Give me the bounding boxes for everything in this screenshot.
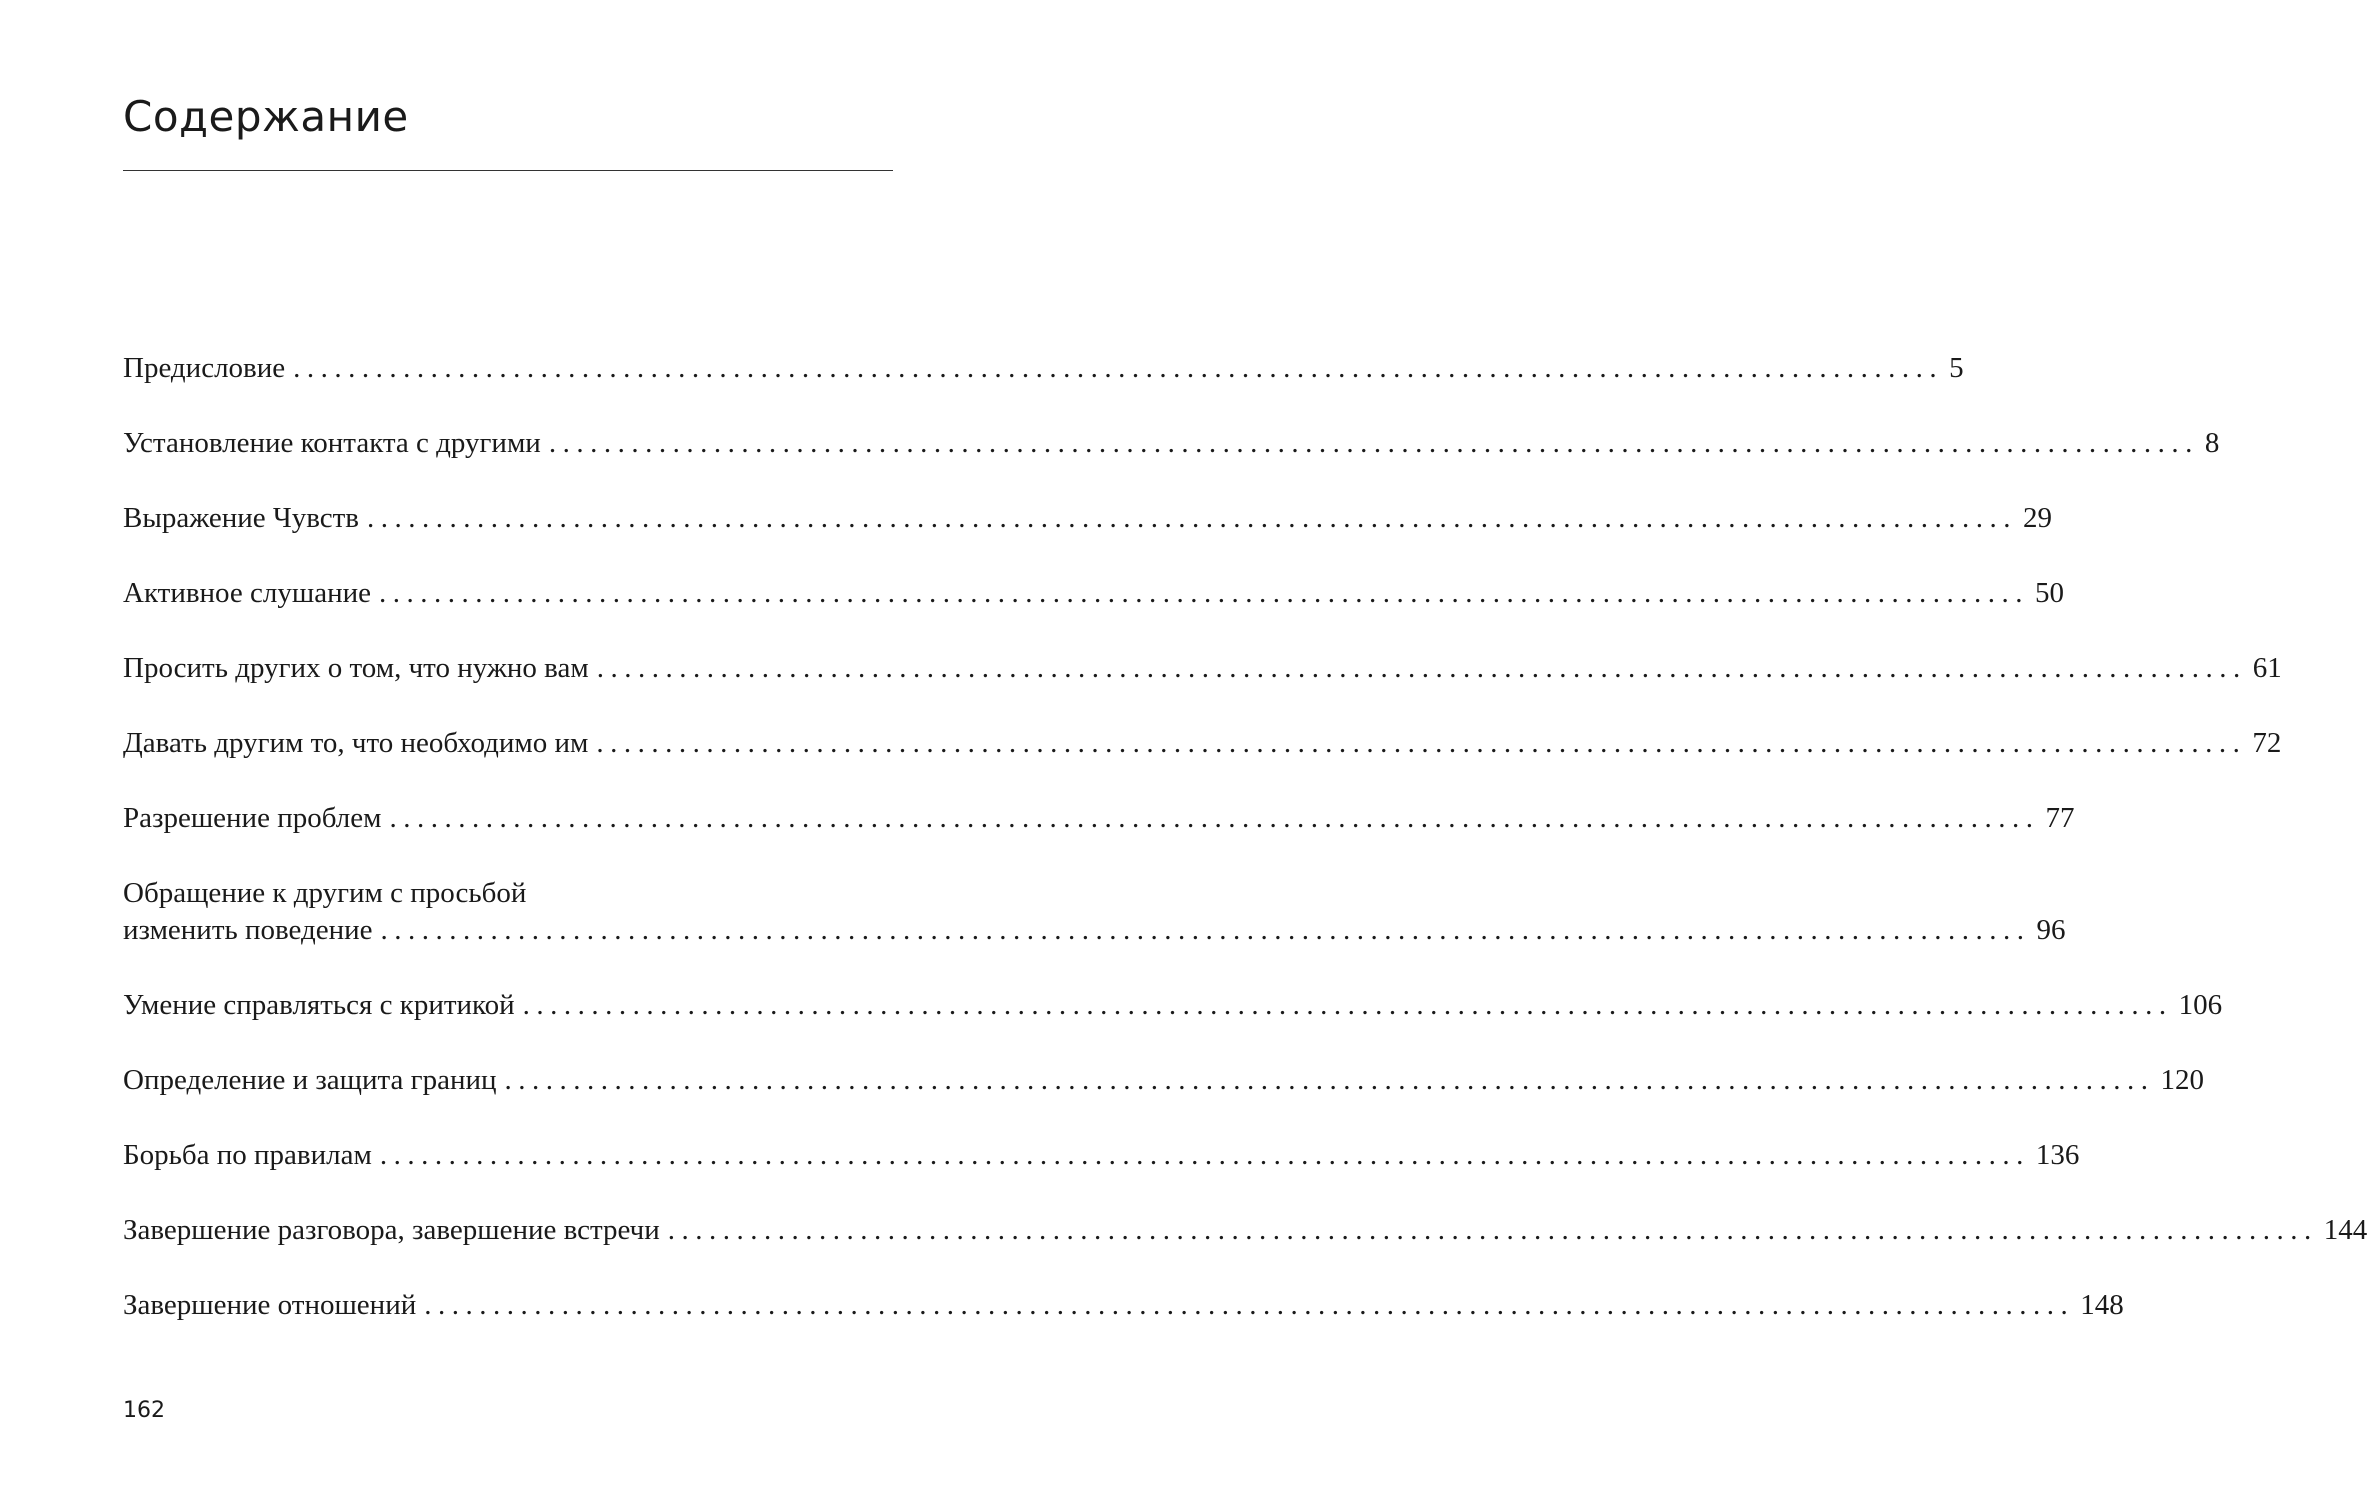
toc-entry-page: 72 bbox=[2252, 727, 2282, 759]
toc-entry-title: Активное слушание bbox=[123, 577, 371, 609]
toc-entry bbox=[123, 987, 2223, 1024]
dot-leader: ........................................................................................................................ bbox=[596, 727, 2247, 759]
dot-leader: ........................................................................................................................ bbox=[522, 989, 2173, 1021]
dot-leader: ........................................................................................................................ bbox=[293, 352, 1944, 384]
toc-entry-title: Умение справляться с критикой bbox=[123, 989, 515, 1021]
dot-leader: ........................................................................................................................ bbox=[424, 1289, 2075, 1321]
dot-leader: ........................................................................................................................ bbox=[548, 427, 2199, 459]
toc-entry-title: Борьба по правилам bbox=[123, 1139, 372, 1171]
toc-entry bbox=[123, 1287, 2124, 1324]
toc-entry-page: 77 bbox=[2045, 802, 2075, 834]
toc-entry-page: 136 bbox=[2035, 1139, 2080, 1171]
toc-entry-page: 5 bbox=[1949, 352, 1964, 384]
toc-entry-title: изменить поведение bbox=[123, 914, 373, 946]
dot-leader: ........................................................................................................................ bbox=[667, 1214, 2318, 1246]
dot-leader: ........................................................................................................................ bbox=[379, 577, 2029, 609]
page-number: 162 bbox=[123, 1398, 165, 1423]
toc-entry-title-line1: Обращение к другим с просьбой bbox=[123, 877, 527, 909]
toc-entry-title: Давать другим то, что необходимо им bbox=[123, 727, 589, 759]
title-divider bbox=[123, 170, 893, 171]
toc-entry bbox=[123, 725, 2282, 762]
toc-entry bbox=[123, 425, 2220, 462]
toc-entry-title: Установление контакта с другими bbox=[123, 427, 541, 459]
toc-entry bbox=[123, 1062, 2205, 1099]
toc-entry-page: 106 bbox=[2178, 989, 2223, 1021]
page-title: Содержание bbox=[123, 92, 409, 141]
toc-entry-page: 120 bbox=[2160, 1064, 2205, 1096]
toc-entry bbox=[123, 350, 1964, 387]
toc-entry-title: Выражение Чувств bbox=[123, 502, 359, 534]
toc-entry bbox=[123, 500, 2052, 537]
dot-leader: ........................................................................................................................ bbox=[380, 914, 2031, 946]
dot-leader: ........................................................................................................................ bbox=[389, 802, 2040, 834]
toc-entry-title: Завершение разговора, завершение встречи bbox=[123, 1214, 660, 1246]
toc-entry-page: 29 bbox=[2023, 502, 2052, 534]
toc-entry-title: Определение и защита границ bbox=[123, 1064, 497, 1096]
toc-entry-title: Разрешение проблем bbox=[123, 802, 382, 834]
toc-entry bbox=[123, 1137, 2080, 1174]
dot-leader: ........................................................................................................................ bbox=[379, 1139, 2030, 1171]
toc-entry-title: Предисловие bbox=[123, 352, 286, 384]
toc-entry-page: 61 bbox=[2252, 652, 2282, 684]
toc-entry-page: 148 bbox=[2080, 1289, 2124, 1321]
toc-entry bbox=[123, 1212, 2367, 1249]
dot-leader: ........................................................................................................................ bbox=[367, 502, 2017, 534]
toc-entry bbox=[123, 650, 2282, 687]
toc-entry bbox=[123, 875, 2066, 949]
toc-entry-page: 144 bbox=[2323, 1214, 2367, 1246]
toc-entry-page: 8 bbox=[2204, 427, 2220, 459]
toc-entry bbox=[123, 575, 2064, 612]
toc-entry-title: Завершение отношений bbox=[123, 1289, 417, 1321]
toc-entry-page: 50 bbox=[2035, 577, 2064, 609]
toc-entry-page: 96 bbox=[2036, 914, 2066, 946]
toc-entry bbox=[123, 800, 2075, 837]
dot-leader: ........................................................................................................................ bbox=[596, 652, 2247, 684]
toc-entry-title: Просить других о том, что нужно вам bbox=[123, 652, 589, 684]
dot-leader: ........................................................................................................................ bbox=[504, 1064, 2155, 1096]
